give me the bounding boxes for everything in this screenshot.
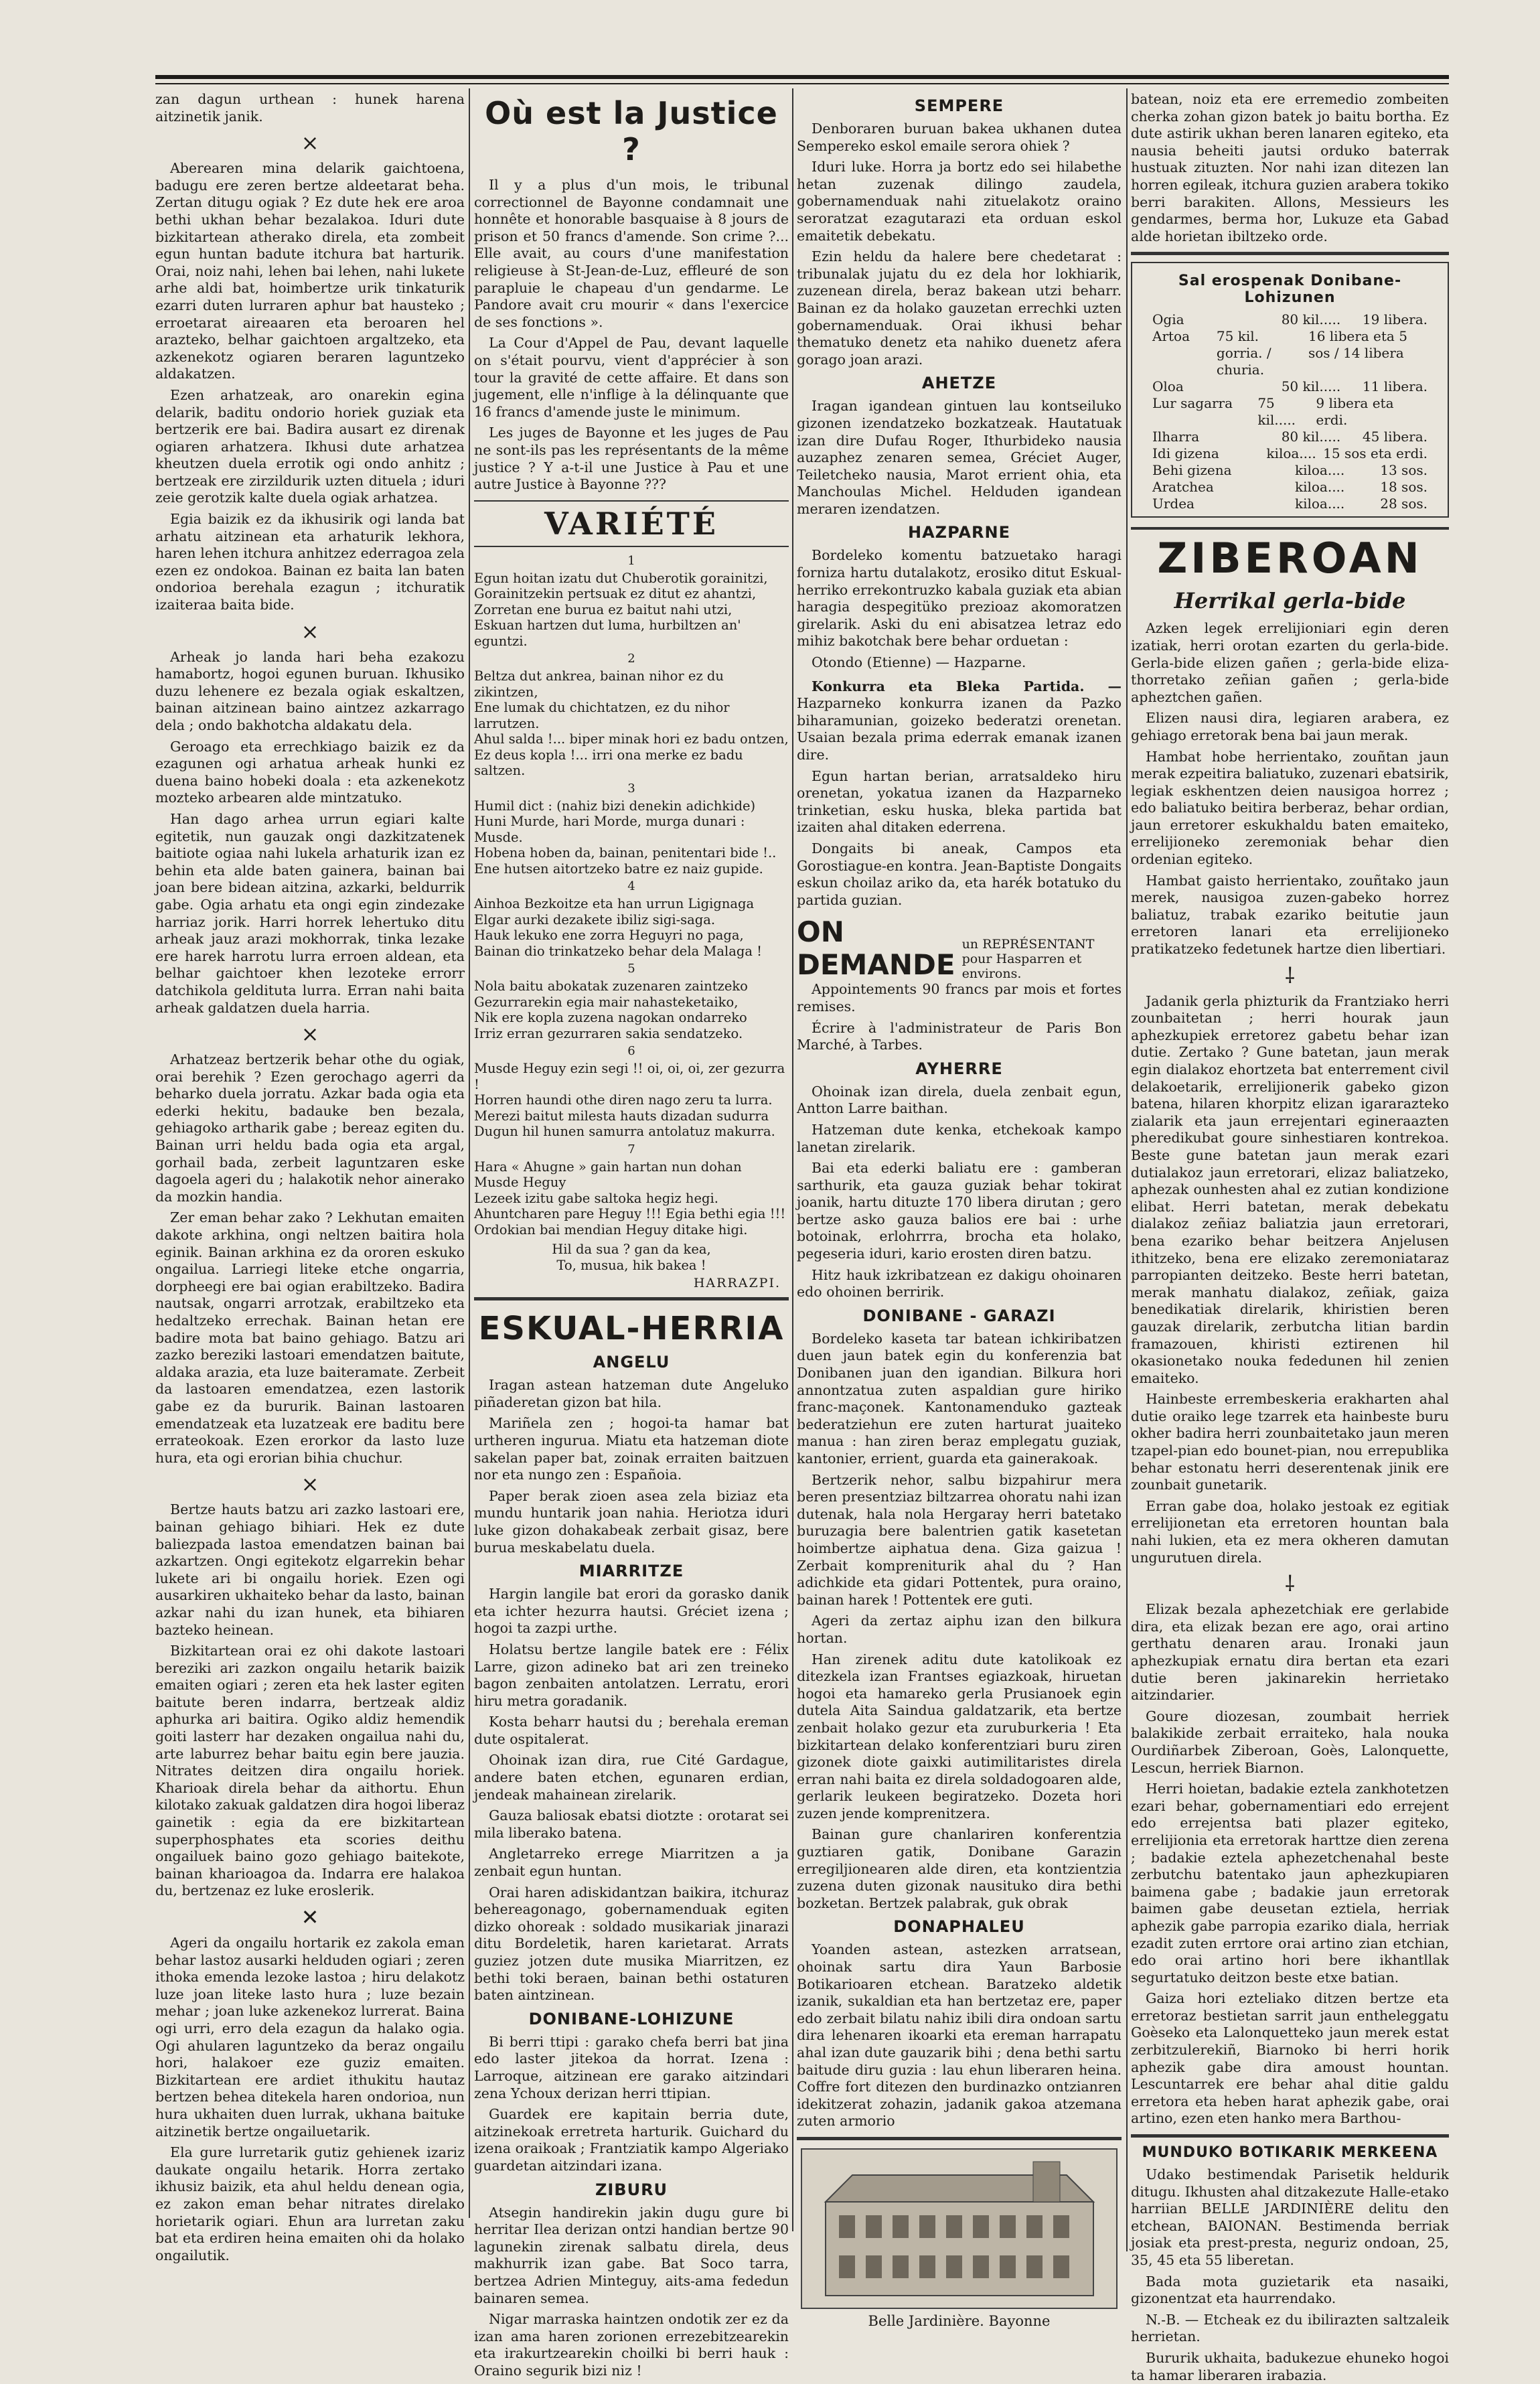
paragraph: Orai haren adiskidantzan baikira, itchuraz behereagonago, gobernamenduak egiten dizko ohoreak : soldado musikariak jinarazi ditu Bordeletik, haren karietarat. Arrats guziez jotzen dute musika Miarritzen, ez bethi toki beraen, bainan bethi ostaturen baten aintzinean. (474, 1884, 789, 2004)
price-cell: 16 libera eta 5 sos / 14 libera (1308, 328, 1407, 362)
section-donaphaleu: DONAPHALEU (893, 1917, 1025, 1937)
price-cell: Ogia (1152, 311, 1184, 328)
price-row (1152, 311, 1428, 328)
poem-signature: HARRAZPI. (693, 1276, 781, 1291)
section-hazparne: HAZPARNE (908, 523, 1010, 542)
paragraph: Gauza baliosak ebatsi diotzte : orotarat sei mila liberako batena. (474, 1807, 789, 1841)
top-rule-thin (155, 83, 1449, 84)
poem-line: Hobena hoben da, bainan, penitentari bide !.. (474, 845, 777, 861)
poem-line: Bainan dio trinkatzeko behar dela Malaga ! (474, 943, 762, 959)
separator: × (301, 618, 319, 644)
paragraph: Holatsu bertze langile batek ere : Félix Larre, gizon adineko bat ari zen treineko bagon zenbaiten antolatzen. Lerratu, erori hiru metra goradanik. (474, 1641, 789, 1709)
separator: ⸸ (1284, 962, 1295, 988)
poem-line: Hauk lekuko ene zorra Heguyri no paga, (474, 927, 744, 944)
paragraph: Iragan igandean gintuen lau kontseiluko gizonen izendatzeko bozkatzeak. Hautatuak izan dire Dufau Roger, Ithurbideko nausia auzaphez zenaren semea, Gréciet Auger, Teiletcheko nausia, Marot errient ohia, eta Manchoulas Michel. Helduden igandean meraren izendatzen. (797, 398, 1122, 517)
poem-line: Nola baitu abokatak zuzenaren zaintzeko (474, 978, 748, 994)
paragraph: Paper berak zioen asea zela biziaz eta mundu huntarik joan nahia. Heriotza iduri luke gizon dohakabeak zerbait gisaz, bere burua meskabelatu duela. (474, 1487, 789, 1556)
poem-line: Ahuntcharen pare Heguy !!! Egia bethi egia !!! (474, 1206, 786, 1222)
paragraph: N.-B. — Etcheak ez du ibilirazten saltzaleik herrietan. (1131, 2311, 1449, 2345)
price-cell: kiloa.... (1294, 479, 1345, 496)
price-cell: 80 kil..... (1281, 429, 1341, 445)
paragraph: Bizkitartean orai ez ohi dakote lastoari bereziki ari zazkon ongailu hetarik baizik emaiten ogiari ; zeren eta hek laster egiten baitute beren indarra, bertzeak aldiz aphurka ari baitira. Ogiko aldiz hemendik goiti lasterr har dezaken ongailua nahi du, arte laburrez behar baitu egin bere jauzia. Nitrates deitzen dira ongailu horiek. Kharioak direla behar da aithortu. Ehun kilotako zakuak galdatzen dira hogoi liberaz gainetik : egia da ere bizkitartean superphosphates eta scories deithu ongailuek baino gozo gehiago baitekote, bainan kharioagoa da. Indarra ere halakoa du, bertzenaz ez luke eroslerik. (155, 1643, 465, 1899)
section-ziburu: ZIBURU (595, 2180, 668, 2199)
paragraph: Elizak bezala aphezetchiak ere gerlabide dira, eta elizak bezan ere ago, orai artino gerthatu denaren arau. Ironaki jaun aphezkupiak ernatu dira bertan eta ezari dutie beren jakinarekin herrietako aitzindarier. (1131, 1601, 1449, 1704)
paragraph (797, 678, 1122, 764)
price-cell: Lur sagarra (1152, 395, 1233, 412)
stanza-number: 3 (627, 781, 635, 796)
paragraph: Bururik ukhaita, badukezue ehuneko hogoi ta hamar liberaren irabazia. (1131, 2349, 1449, 2383)
price-row (1152, 395, 1428, 429)
column-3 (797, 91, 1122, 2329)
paragraph: Erran gabe doa, holako jestoak ez egitiak errelijionetan eta erretoren hountan bala nahi lukien, eta ez mera okheren damutan ungurutuen direla. (1131, 1497, 1449, 1566)
variete-banner: VARIÉTÉ (474, 500, 789, 547)
price-cell: 9 libera eta erdi. (1316, 395, 1394, 429)
prices-title: Sal erospenak Donibane-Lohizunen (1178, 273, 1402, 307)
price-row (1152, 429, 1428, 445)
paragraph: Bertzerik nehor, salbu bizpahirur mera beren presentziaz biltzarrea ohoratu nahi izan dutenak, hala nola Hergaray herri batetako buruzagia bere balentrien gatik kasetetan hoimbertze aiphatua dena. Giza gaizua ! Zerbait kompreniturik ahal du ? Han adichkide eta gidari Pottentek, pura oraino, bainan harek ! Pottentek ere guti. (797, 1471, 1122, 1608)
column-1 (155, 91, 465, 2263)
price-row (1152, 445, 1428, 462)
paragraph: Gaiza hori ezteliako ditzen bertze eta erretoraz bestietan sarrit jaun entheleggatu Goèseko eta Lalonquetteko jaun merek estat zerbitzulerekiñ, Biarnoko bi herri horik aphezik gabe dira amoust hountan. Lescuntarrek ere behar ahal ditie galdu erretora eta heben harat aphezik gabe, orai artino, ezen eten hanko mera Barthou- (1131, 1990, 1449, 2127)
stanza-number: 1 (627, 553, 635, 568)
poem-line: Eskuan hartzen dut luma, hurbiltzen an' eguntzi. (474, 617, 741, 649)
price-cell: 80 kil..... (1281, 311, 1341, 328)
paragraph: Les juges de Bayonne et les juges de Pau ne sont-ils pas les représentants de la même justice ? Y a-t-il une Justice à Pau et une autre Justice à Bayonne ??? (474, 425, 789, 493)
illustration-caption: Belle Jardinière. Bayonne (868, 2312, 1051, 2329)
poem-line: Merezi baitut milesta hauts dizadan sudurra (474, 1108, 769, 1124)
section-miarritze: MIARRITZE (579, 1562, 684, 1581)
section-donibane-lohizune: DONIBANE-LOHIZUNE (528, 2009, 735, 2028)
poem-line: Gezurrarekin egia mair nahasteketaiko, (474, 994, 739, 1010)
paragraph: Hambat gaisto herrientako, zouñtako jaun merek, nausigoa zuzen-gabeko horrez baliatuz, trabak ezariko beitutie jaun erretoren lanari eta errelijioneko pratikatzeko fedetunek hartze dien libertiari. (1131, 872, 1449, 958)
divider (474, 1297, 789, 1300)
col4-intro: batean, noiz eta ere erremedio zombeiten cherka zohan gizon batek jo baitu bortha. Ez dute astirik ukhan beren lanaren egiteko, eta nausia beheiti jautsi orduko baterrak hustuak zituzten. Nor nahi izan ditezen lan horren egileak, itchura guzien arabera tokiko berri barakiten. Allons, Messieurs les gendarmes, berma hor, Lukuze eta Gabad alde horietan ibiltzeko orde. (1131, 91, 1449, 244)
divider (797, 2137, 1122, 2140)
paragraph: Bordeleko kaseta tar batean ichkiribatzen duen jaun batek egin du konferenzia bat Donibanen juan den igandian. Bilkura hori annontzatua zuten aspaldian gure hiriko franc-maçonek. Kantonamenduko gazteak bederatziehun ere zuten harturat juaiteko manua : han ziren beraz emplegatu guziak, kantonier, errient, guarda eta gainerakoak. (797, 1330, 1122, 1467)
paragraph: Ela gure lurretarik gutiz gehienek izariz daukate ongailu hetarik. Horra zertako ikhusiz baizik, eta ahul heldu denean ogia, ez zakon eman behar nitrates direlako horietarik ogiari. Ehun ara lurretan zaku bat eta erdiren heina emaiten ohi da holako ongailutik. (155, 2144, 465, 2263)
price-cell: Behi gizena (1152, 462, 1232, 479)
column-rule-3 (1126, 88, 1128, 2251)
poem-line: Gorainitzekin pertsuak ez ditut ez ahantzi, (474, 586, 757, 602)
col1-intro: zan dagun urthean : hunek harena aitzinetik janik. (155, 91, 465, 125)
paragraph: Bai eta ederki baliatu ere : gamberan sarthurik, eta gauza guziak behar tokirat joanik, hartu dituzte 170 libera dirutan ; gero bertze asko gauza balios ere bai : urhe botoinak, erlohrrra, brocha eta holako, pegeseria iduri, kario erosten diren batzu. (797, 1160, 1122, 1262)
paragraph: Han dago arhea urrun egiari kalte egitetik, nun gauzak ongi dazkitzatenek baitiote ogiaa nahi lukela arhaturik izan ez behin eta alde baten gainera, bainan bai joan bere bidean aitzina, azkarki, beldurrik gabe. Ogia arhatu eta ongi egin zindezake harriaz jorik. Harri horrek lehertuko ditu arheak jauz arazi mokhorrak, tinka lezake ere harek harrotu lurra erroen aldean, eta belhar gaichtoer khen lezoteke errorr datchikola geldituta lurra. Erran nahi baita arheak galdatzen duela harria. (155, 810, 465, 1016)
eskual-herria-banner: ESKUAL-HERRIA (478, 1310, 785, 1348)
paragraph: Nigar marraska haintzen ondotik zer ez da izan ama haren zorionen errezebitzearekin eta irakurtzearekin choilki bi berri hauk : Oraino segurik bizi niz ! (474, 2311, 789, 2379)
paragraph: Denboraren buruan bakea ukhanen dutea Sempereko eskol emaile serora ohiek ? (797, 121, 1122, 154)
price-cell: kiloa.... (1294, 496, 1345, 512)
price-cell: 13 sos. (1380, 462, 1428, 479)
poem-close-1: Hil da sua ? gan da kea, (552, 1242, 711, 1258)
poem-line: Horren haundi othe diren nago zeru ta lurra. (474, 1092, 773, 1108)
price-row (1152, 328, 1428, 378)
stanza-number: 2 (627, 652, 635, 666)
paragraph: Herri hoietan, badakie eztela zankhotetzen ezari behar, gobernamentiari edo errejent edo errejentsa bati plazer egiteko, errelijionia eta erretorak harttze dien zerena ; badakie eztela aphezetchenahal beste zerbutchu batentako jaun aphezkupiaren baimena gabe ; badakie jaun erretorak baimen gabe deusetan eztiela, herriak aphezik gabe parropia ezariko diala, herriak ezadit zuten errtore orai artino zian etchian, edo orai artino hori bere ikhantllak segurtatuko deitzon beste etxe batian. (1131, 1781, 1449, 1986)
price-cell: 50 kil..... (1281, 378, 1341, 395)
top-rule (155, 75, 1449, 79)
paragraph: Ezen arhatzeak, aro onarekin egina delarik, baditu ondorio horiek guziak eta bertzerik ere bai. Badira ausart ez direnak ogiaren arhatzera. Ikhusi dute arhatzea kheutzen duela errotik ogi ondo anhitz ; bertzeak ere zirzildurik uzten dituela ; iduri zeie gerotzik kalte duela ogiak arhatzea. (155, 386, 465, 506)
price-row (1152, 378, 1428, 395)
ad-title: MUNDUKO BOTIKARIK MERKEENA (1142, 2144, 1438, 2162)
poem-line: Ez deus kopla !... irri ona merke ez badu saltzen. (474, 747, 743, 779)
paragraph: Bi berri ttipi : garako chefa berri bat jina edo laster jitekoa da horrat. Izena : Larroque, aitzinean ere garako aitzindari zena Ychoux derizan herri ttipian. (474, 2033, 789, 2101)
price-cell: kiloa.... (1294, 462, 1345, 479)
headline-justice: Où est la Justice ? (485, 95, 778, 167)
paragraph: Kosta beharr hautsi du ; berehala ereman dute ospitalerat. (474, 1714, 789, 1747)
paragraph: Elizen nausi dira, legiaren arabera, ez gehiago erretorak bena bai jaun merak. (1131, 710, 1449, 743)
separator: × (301, 1471, 319, 1497)
stanza-number: 6 (627, 1044, 635, 1059)
poem-line: Beltza dut ankrea, bainan nihor ez du zikintzen, (474, 668, 724, 700)
poem-line: Ahul salda !... biper minak hori ez badu ontzen, (474, 731, 789, 747)
paragraph: Hitz hauk izkribatzean ez dakigu ohoinaren edo ohoinen berririk. (797, 1266, 1122, 1300)
price-cell: 45 libera. (1362, 429, 1428, 445)
poem-line: Musde Heguy ezin segi !! oi, oi, oi, zer gezurra ! (474, 1061, 785, 1092)
konkurra-text: Hazparneko konkurra izanen da Pazko biharamunian, goizeko bederatzi orenetan. Usaian bezala prima ederrak emanak izanen dire. (797, 695, 1122, 763)
price-cell: 75 kil. gorria. / churia. (1216, 328, 1272, 378)
price-cell: Aratchea (1152, 479, 1214, 496)
poem-line: Ene lumak du chichtatzen, ez du nihor larrutzen. (474, 700, 730, 731)
paragraph: Egia baizik ez da ikhusirik ogi landa bat arhatu aitzinean eta arhaturik lekhora, haren lehen itchura anhitzez ederragoa zela ezen ez ondokoa. Bainan ez baita lan baten ondorioa berehala ezagun ; itchuratik izaiteraa baita bide. (155, 511, 465, 613)
column-4 (1131, 91, 1449, 2383)
poem-line: Ene hutsen aitortzeko batre ez naiz gupide. (474, 861, 763, 877)
poem-line: Elgar aurki dezakete ibiliz sigi-saga. (474, 911, 716, 927)
price-row (1152, 479, 1428, 496)
paragraph: Iduri luke. Horra ja bortz edo sei hilabethe hetan zuzenak dilingo zaudela, gobernamenduak nahi zituelakotz oraino seroratzat ezagutarazi eta orduan eskol emaitetik debekatu. (797, 159, 1122, 244)
poem-line: Huni Murde, hari Morde, murga dunari : Musde. (474, 814, 745, 845)
price-cell: 19 libera. (1362, 311, 1428, 328)
paragraph: Yoanden astean, astezken arratsean, ohoinak sartu dira Yaun Barbosie Botikarioaren etchean. Baratzeko aldetik izanik, sukaldian eta han bertzetaz ere, paper edo zerbait bilatu nahiz ibili dira ondoan sartu dira lehenaren ikoarki eta ereman harrapatu ahal izan dute gauzarik bihi ; dena bethi sartu baitude diru guzia : lau ehun liberaren heina. Coffre fort ditezen den burdinazko ontzianren idekitzerat zohazin, jadanik gakoa atzemana zuten armorio (797, 1941, 1122, 2130)
section-sempere: SEMPERE (914, 96, 1004, 115)
price-cell: 75 kil..... (1257, 395, 1296, 429)
konkurra-title: Konkurra eta Bleka Partida. — (812, 678, 1122, 694)
paragraph: Dongaits bi aneak, Campos eta Gorostiague-en kontra. Jean-Baptiste Dongaits eskun choilaz ariko da, eta harék botatuko du partida guzian. (797, 840, 1122, 908)
price-box (1131, 262, 1449, 518)
paragraph: Iragan astean hatzeman dute Angeluko piñaderetan gizon bat hila. (474, 1377, 789, 1410)
paragraph: Azken legek errelijioniari egin deren izatiak, herri orotan ezarten du gerla-bide. Gerla-bide elizen gañen ; gerla-bide eliza-thorretako zeñian gañen ; gerla-bide apheztchen gañen. (1131, 620, 1449, 705)
separator: × (301, 130, 319, 156)
price-cell: kiloa.... (1266, 445, 1316, 462)
paragraph: Otondo (Etienne) — Hazparne. (812, 654, 1026, 671)
paragraph: Ageri da zertaz aiphu izan den bilkura hortan. (797, 1613, 1122, 1646)
ondemande-title: ON DEMANDE (797, 915, 955, 982)
paragraph: Bertze hauts batzu ari zazko lastoari ere, bainan gehiago bihiari. Hek ez dute baliezpada lastoa emendatzen bainan bai azkartzen. Ongi egitekotz elgarrekin behar lukete ari bi ongailu horiek. Ezen ogi ausarkiren ukhaiteko behar da lasto, bainan azkar nahi du izan hunek, eta bihiaren bazteko heinean. (155, 1501, 465, 1638)
paragraph: Il y a plus d'un mois, le tribunal correctionnel de Bayonne condamnait une honnête et honorable basquaise à 8 jours de prison et 50 francs d'amende. Son crime ?... Elle avait, au cours d'une manifestation religieuse à St-Jean-de-Luz, effleuré de son parapluie le chapeau d'un gendarme. Le Pandore avait cru mourir « dans l'exercice de ses fonctions ». (474, 177, 789, 330)
divider (1131, 2134, 1449, 2138)
price-cell: Oloa (1152, 378, 1184, 395)
paragraph: Udako bestimendak Parisetik heldurik ditugu. Ikhusten ahal ditzakezute Halle-etako harriian BELLE JARDINIÈRE delitu den etchean, BAIONAN. Bestimenda berriak josiak eta prest-presta, neguriz ondoan, 25, 35, 45 eta 55 liberetan. (1131, 2166, 1449, 2268)
section-ayherre: AYHERRE (915, 1059, 1003, 1078)
price-cell: Idi gizena (1152, 445, 1219, 462)
ziberoan-banner: ZIBEROAN (1131, 527, 1449, 583)
section-angelu: ANGELU (593, 1353, 670, 1372)
price-cell: Urdea (1152, 496, 1195, 512)
paragraph: Geroago eta errechkiago baizik ez da ezagunen ogi arhatua arheak hunki ez duena baino hobeki doala : eta azkenekotz mozteko arbearen alde mintzatuko. (155, 738, 465, 806)
paragraph: Mariñela zen ; hogoi-ta hamar bat urtheren ingurua. Miatu eta hatzeman diote sakelan paper bat, zoinak erraiten baitzuen nor eta nungo zen : Españoia. (474, 1415, 789, 1483)
paragraph: Aberearen mina delarik gaichtoena, badugu ere zeren bertze aldeetarat beha. Zertan ditugu ogiak ? Ez dute hek ere aroa bethi ukhan behar bezalakoa. Iduri dute bizkitartean atherako direla, eta zombeit egun huntan badute itchura bat harturik. Orai, noiz nahi, lehen bai lehen, nahi lukete arhe aldi bat, hoimbertze urik tinkaturik ezarri duten lurraren aphur bat hausteko ; erroetarat aireaaren eta beroaren hel arazteko, belhar gaichtoen argaltzeko, eta azkenekotz ogiaren beraren laguntzeko aldakatzen. (155, 160, 465, 382)
paragraph: Zer eman behar zako ? Lekhutan emaiten dakote arkhina, ongi neltzen baitira hola eginik. Bainan arkhina ez da ororen eskuko ongailua. Larriegi liteke etche ongarria, dorpheegi ere bai ogian erabiltzeko. Badira nautsak, ongarri arrotzak, erabiltzeko eta hedaltzeko errechak. Bainan hetan ere badire mota bat baino gehiago. Batzu ari zazko bereziki lastoari emendatzen baitute, aldaka arazia, eta luze baiteramate. Zerbeit da lastoaren emendatzea, ezen lastorik gabe ez da bururik. Bainan lastoaren emendatzeak eta luzatzeak ere baditu bere errateokoak. Ezen erorkor da lasto luze hura, eta ogi erorian bihia chuchur. (155, 1209, 465, 1466)
herrikal-subhead: Herrikal gerla-bide (1174, 588, 1406, 614)
paragraph: Bordeleko komentu batzuetako haragi forniza hartu dutalakotz, erosiko ditut Eskual-herriko errekontruzko kabala guziak eta abian haragia despegitüko prezioaz akomoratzen girelarik. Aski du eni abisatzea letraz edo mihiz bakotchak bere behar orduetan : (797, 547, 1122, 650)
paragraph: Atsegin handirekin jakin dugu gure bi herritar Ilea derizan ontzi handian bertze 90 lagunekin zirenak salbatu direla, deus makhurrik izan gabe. Bat Soco tarra, bertzea Adrien Minteguy, aits-ama fededun bainaren semea. (474, 2204, 789, 2306)
poem-line: Dugun hil hunen samurra antolatuz makurra. (474, 1124, 775, 1140)
price-cell: Ilharra (1152, 429, 1200, 445)
price-cell: 15 sos eta erdi. (1323, 445, 1428, 462)
paragraph: Hambat hobe herrientako, zouñtan jaun merak ezpeitira baliatuko, zuzenari ebatsirik, legiak eskhentzen deien nausigoa horrez ; edo baliatuko beitira berberaz, behar ordian, jaun erretorer eskukhaldu baten emaiteko, errelijioneko zeremoniak behar dien ordenian egiteko. (1131, 748, 1449, 868)
poem-line: Hara « Ahugne » gain hartan nun dohan Musde Heguy (474, 1159, 742, 1191)
poem (474, 554, 789, 1238)
poem-line: Egun hoitan izatu dut Chuberotik gorainitzi, (474, 570, 768, 586)
paragraph: Goure diozesan, zoumbait herriek balakikide zerbait erraiteko, hala nouka Ourdiñarbek Ziberoan, Goès, Lalonquette, Lescun, herriek Biarnon. (1131, 1708, 1449, 1776)
poem-line: Lezeek izitu gabe saltoka hegiz hegi. (474, 1190, 718, 1206)
paragraph: Han zirenek aditu dute katolikoak ez ditezkela izan Frantses egiazkoak, hiruetan hogoi eta hamareko gerla Prusianoek egin dutela Aita Saindua galdatzarik, eta bertze zenbait holako gezur eta zuruburkeria ! Eta bizkitartean delako konferentziari buru ziren gizonek diote gaixki autimilitaristes direla erran nahi baita ez direla soldadogoaren alde, gerlarik leukeen begiratzeko. Dozeta hori zuzen jende komprenitzera. (797, 1651, 1122, 1821)
price-list (1136, 311, 1444, 512)
paragraph: Ohoinak izan dira, rue Cité Gardague, andere baten etchen, egunaren erdian, jendeak mahainean zirelarik. (474, 1752, 789, 1803)
paragraph: Jadanik gerla phizturik da Frantziako herri zounbaitetan ; herri hourak jaun aphezkupiek erretorez gabetu behar izan dutie. Zertako ? Gune batetan, jaun merak egin dialakoz ehortzeta bat enterrement civil delakoetarik, errelijionerik gabeko gizon batena, hilaren khorpitz elizan igararazteko zialarik eta jaun errejentari egineraazten pheredikubat goure sinhestiaren kontrekoa. Beste gune batetan jaun merak ezari dutialakoz jaun erretorari, elizaz baliatzeko, aphezak ounhesten ahal ez zutian kondizione elibat. Herri batetan, merak debekatu dialakoz zeñiaz baliatzia jaun erretorari, bena ezariko behar beitzera Anjelusen ithitzeko, bena ere elizako zeremoniataraz parropianten deitzeko. Beste herri batetan, merak manhatu dialakoz, zeñiak, gaiza benedikatiak direlarik, khiristien beren gauzak direlarik, zerbutcha litian bardin framazouen, khiristi eztirenen hil okasionetako nouka fededunen hil zenien emaiteko. (1131, 992, 1449, 1386)
price-cell: 11 libera. (1362, 378, 1428, 395)
store-illustration (801, 2148, 1118, 2309)
poem-line: Ordokian bai mendian Heguy ditake higi. (474, 1221, 748, 1238)
paragraph: Hatzeman dute kenka, etchekoak kampo lanetan zirelarik. (797, 1121, 1122, 1155)
poem-line: Irriz erran gezurraren sakia sendatzeko. (474, 1025, 743, 1041)
poem-line: Humil dict : (nahiz bizi denekin adichkide) (474, 798, 756, 814)
paragraph: La Cour d'Appel de Pau, devant laquelle on s'était pourvu, vient d'apprécier à son tour la gravité de cette affaire. Et dans son jugement, elle n'inflige à la délinquante que 16 francs d'amende juste le minimum. (474, 335, 789, 420)
paragraph: Bada mota guzietarik eta nasaiki, gizonentzat eta haurrendako. (1131, 2273, 1449, 2307)
paragraph: Angletarreko errege Miarritzen a ja zenbait egun huntan. (474, 1846, 789, 1880)
stanza-number: 5 (627, 962, 635, 976)
section-ahetze: AHETZE (921, 374, 997, 393)
building-icon (812, 2155, 1107, 2302)
price-cell: Artoa (1152, 328, 1190, 345)
paragraph: Egun hartan berian, arratsaldeko hiru orenetan, yokatua izanen da Hazparneko trinketian, esku huska, bleka partida bat izaiten ahal ditaken ederrena. (797, 767, 1122, 836)
paragraph: Arheak jo landa hari beha ezakozu hamabortz, hogoi egunen buruan. Ikhusiko duzu lehenere ez bezala ogiak eskaltzen, bainan aitzinean baino aintzez azkarrago dela ; ondo bakhotcha aldakatu dela. (155, 648, 465, 733)
paragraph: Hargin langile bat erori da gorasko danik eta ichter hezurra hautsi. Gréciet izena ; hogoi ta zazpi urthe. (474, 1586, 789, 1637)
paragraph: Ohoinak izan direla, duela zenbait egun, Antton Larre baithan. (797, 1083, 1122, 1117)
paragraph: Bainan gure chanlariren konferentzia guztiaren gatik, Donibane Garazin erregiljionearen alde diren, eta kontzientzia zuzena duten gizonak nausituko dira bethi bozketan. Bertzek palabrak, guk obrak (797, 1826, 1122, 1911)
paragraph: Arhatzeaz bertzerik behar othe du ogiak, orai berehik ? Ezen gerochago agerri da beharko duela jorratu. Azkar bada ogia eta ederki hekitu, badauke ben bezala, gehiagoko artharik gabe ; bereaz egiten du. Bainan urri heldu bada ogia eta argal, gorhail bada, zerbeit laguntzaren eske dagoela ageri du ; halakotik nehor ainerako da mozkin handia. (155, 1051, 465, 1205)
poem-line: Nik ere kopla zuzena nagokan ondarreko (474, 1010, 747, 1026)
price-cell: 28 sos. (1380, 496, 1428, 512)
section-donibane-garazi: DONIBANE - GARAZI (862, 1306, 1056, 1325)
paragraph: Hainbeste errembeskeria erakharten ahal dutie oraiko lege tzarrek eta hainbeste buru okher badira herri zounbaitetako jaun meren tzapel-pian edo bounet-pian, nou errepublika behar estonatu herri deserentenak jinik ere zounbait gunetarik. (1131, 1391, 1449, 1493)
poem-close-2: To, musua, hik bakea ! (556, 1257, 706, 1273)
stanza-number: 4 (627, 879, 635, 894)
separator: ✕ (301, 1905, 319, 1930)
poem-line: Zorretan ene burua ez baitut nahi utzi, (474, 601, 733, 617)
separator: ⸸ (1284, 1571, 1295, 1597)
stanza-number: 7 (627, 1142, 635, 1157)
price-cell: 18 sos. (1380, 479, 1428, 496)
column-rule-2 (792, 88, 793, 2231)
price-row (1152, 462, 1428, 479)
column-rule-1 (469, 88, 470, 2218)
paragraph: Écrire à l'administrateur de Paris Bon Marché, à Tarbes. (797, 1019, 1122, 1053)
paragraph: Appointements 90 francs par mois et fortes remises. (797, 981, 1122, 1015)
separator: × (301, 1021, 319, 1047)
ondemande-sub: un REPRÉSENTANT pour Hasparren et environs. (961, 937, 1095, 982)
divider (1131, 252, 1449, 255)
paragraph: Ezin heldu da halere bere chedetarat : tribunalak jujatu du ez dela hor lokhiarik, zuzenean direla, beraz bakean utzi beharr. Bainan ez da holako gauzetan errechki uzten gobernamenduak. Orai ikhusi behar thematuko denetz eta nahiko duenetz afera gorago joan arazi. (797, 248, 1122, 368)
paragraph: Guardek ere kapitain berria dute, aitzinekoak erretreta harturik. Guichard du izena oraikoak ; Frantziatik kampo Algeriako guardetan aitzindari izana. (474, 2106, 789, 2174)
paragraph: Ageri da ongailu hortarik ez zakola eman behar lastoz ausarki helduden ogiari ; zeren ithoka emenda lezoke lastoa ; hiru delakotz luze joan liteke lasto hura ; luze bezain mehar ; joan luke azkenekoz lurrerat. Baina ogi urri, erro dela ezagun da halako ogia. Ogi ahularen laguntzeko da beraz ongailu hori, halakoer eze guziz emaiten. Bizkitartean ere ardiet ithukitu hautaz bertzen behea ditekela haren ondorioa, nun hura ukhaiten duen lurrak, ukhana baituke aitzinetik bertze ongailuetarik. (155, 1935, 465, 2140)
poem-line: Ainhoa Bezkoitze eta han urrun Ligignaga (474, 896, 755, 912)
price-row (1152, 496, 1428, 512)
column-2 (474, 91, 789, 2379)
